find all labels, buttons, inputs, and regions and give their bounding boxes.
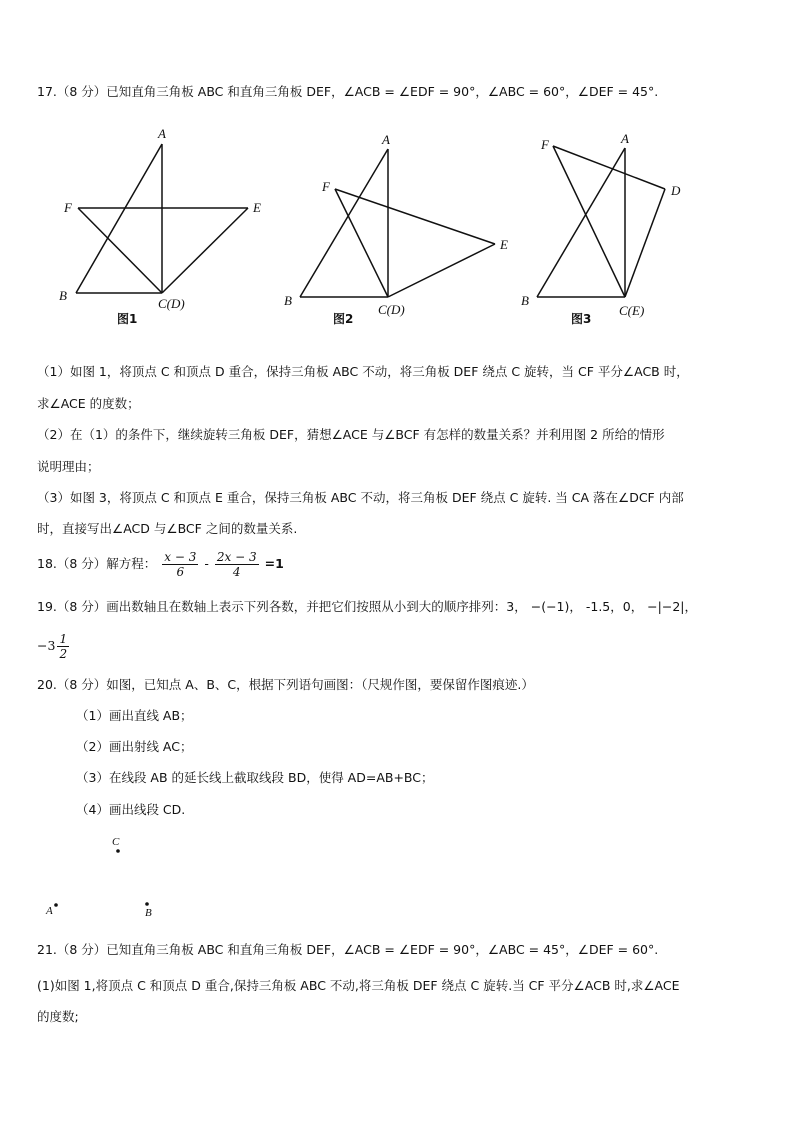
fraction-1 bbox=[162, 550, 198, 579]
q21-stem: 21.（8 分）已知直角三角板 ABC 和直角三角板 DEF，∠ACB = ∠EDF = 90°，∠ABC = 45°，∠DEF = 60°. bbox=[37, 942, 659, 957]
edge-fe bbox=[335, 189, 495, 244]
mixed-denominator: 2 bbox=[59, 647, 68, 661]
label-c: C(E) bbox=[619, 303, 645, 318]
figure-2-caption: 图2 bbox=[333, 312, 354, 326]
label-c: C bbox=[112, 836, 120, 848]
q20-points-figure bbox=[36, 830, 186, 925]
q17-part1-line1: （1）如图 1，将顶点 C 和顶点 D 重合，保持三角板 ABC 不动，将三角板 DEF 绕点 C 旋转，当 CF 平分∠ACB 时， bbox=[37, 364, 689, 379]
edge-dc bbox=[625, 189, 665, 297]
edge-ec bbox=[388, 244, 495, 297]
label-b: B bbox=[145, 907, 152, 919]
point-c bbox=[116, 849, 120, 853]
label-e: E bbox=[253, 200, 261, 215]
edge-fc bbox=[553, 146, 625, 297]
label-a: A bbox=[158, 126, 166, 141]
label-c: C(D) bbox=[158, 296, 185, 311]
q19-line1: 19.（8 分）画出数轴且在数轴上表示下列各数，并把它们按照从小到大的顺序排列：3， −(−1)， -1.5，0， −|−2|， bbox=[37, 599, 697, 614]
q19-mixed-number bbox=[37, 628, 71, 664]
fraction-1-numerator: x − 3 bbox=[164, 550, 197, 564]
label-f: F bbox=[541, 137, 549, 152]
point-b bbox=[145, 902, 149, 906]
mixed-fraction bbox=[57, 632, 69, 661]
figure-1 bbox=[50, 120, 280, 335]
fraction-2-numerator: 2x − 3 bbox=[216, 550, 257, 564]
q17-part1-line2: 求∠ACE 的度数； bbox=[37, 396, 140, 411]
edge-ab bbox=[300, 149, 388, 297]
fraction-2 bbox=[215, 550, 259, 579]
q17-part2-line1: （2）在（1）的条件下，继续旋转三角板 DEF，猜想∠ACE 与∠BCF 有怎样的数量关系？并利用图 2 所给的情形 bbox=[37, 427, 665, 442]
mixed-numerator: 1 bbox=[59, 632, 68, 646]
label-d: D bbox=[671, 183, 681, 198]
q18-equation bbox=[37, 546, 284, 582]
label-f: F bbox=[64, 200, 72, 215]
edge-ab bbox=[537, 148, 625, 297]
q18-prefix: 18.（8 分）解方程： bbox=[37, 556, 157, 571]
q21-part1-line2: 的度数; bbox=[37, 1009, 79, 1024]
fraction-1-denominator: 6 bbox=[176, 565, 185, 579]
label-b: B bbox=[59, 288, 67, 303]
point-a bbox=[54, 903, 58, 907]
q20-item-2: （2）画出射线 AC； bbox=[76, 739, 193, 754]
edge-ec bbox=[162, 208, 248, 293]
edge-fc bbox=[78, 208, 162, 293]
figure-2 bbox=[278, 125, 518, 330]
label-f: F bbox=[322, 179, 330, 194]
fraction-2-denominator: 4 bbox=[232, 565, 241, 579]
q17-part3-line1: （3）如图 3，将顶点 C 和顶点 E 重合，保持三角板 ABC 不动，将三角板 DEF 绕点 C 旋转. 当 CA 落在∠DCF 内部 bbox=[37, 490, 684, 505]
q17-part2-line2: 说明理由； bbox=[37, 459, 100, 474]
q20-item-3: （3）在线段 AB 的延长线上截取线段 BD，使得 AD=AB+BC； bbox=[76, 770, 434, 785]
label-a: A bbox=[621, 131, 629, 146]
q17-stem: 17.（8 分）已知直角三角板 ABC 和直角三角板 DEF，∠ACB = ∠EDF = 90°，∠ABC = 60°，∠DEF = 45°. bbox=[37, 84, 659, 99]
label-b: B bbox=[521, 293, 529, 308]
q20-item-1: （1）画出直线 AB； bbox=[76, 708, 193, 723]
label-c: C(D) bbox=[378, 302, 405, 317]
q18-minus: - bbox=[204, 556, 209, 571]
mixed-whole: −3 bbox=[37, 638, 56, 653]
label-b: B bbox=[284, 293, 292, 308]
figure-1-caption: 图1 bbox=[117, 312, 138, 326]
label-a: A bbox=[382, 132, 390, 147]
q17-part3-line2: 时，直接写出∠ACD 与∠BCF 之间的数量关系. bbox=[37, 521, 298, 536]
q18-rhs: =1 bbox=[264, 556, 284, 571]
q20-item-4: （4）画出线段 CD. bbox=[76, 802, 186, 817]
figure-3 bbox=[515, 125, 700, 330]
q21-part1-line1: (1)如图 1,将顶点 C 和顶点 D 重合,保持三角板 ABC 不动,将三角板 DEF 绕点 C 旋转.当 CF 平分∠ACB 时,求∠ACE bbox=[37, 978, 680, 993]
label-a: A bbox=[46, 905, 53, 917]
q20-stem: 20.（8 分）如图，已知点 A、B、C，根据下列语句画图：（尺规作图，要保留作图痕迹.） bbox=[37, 677, 534, 692]
figure-3-caption: 图3 bbox=[571, 312, 592, 326]
label-e: E bbox=[500, 237, 508, 252]
